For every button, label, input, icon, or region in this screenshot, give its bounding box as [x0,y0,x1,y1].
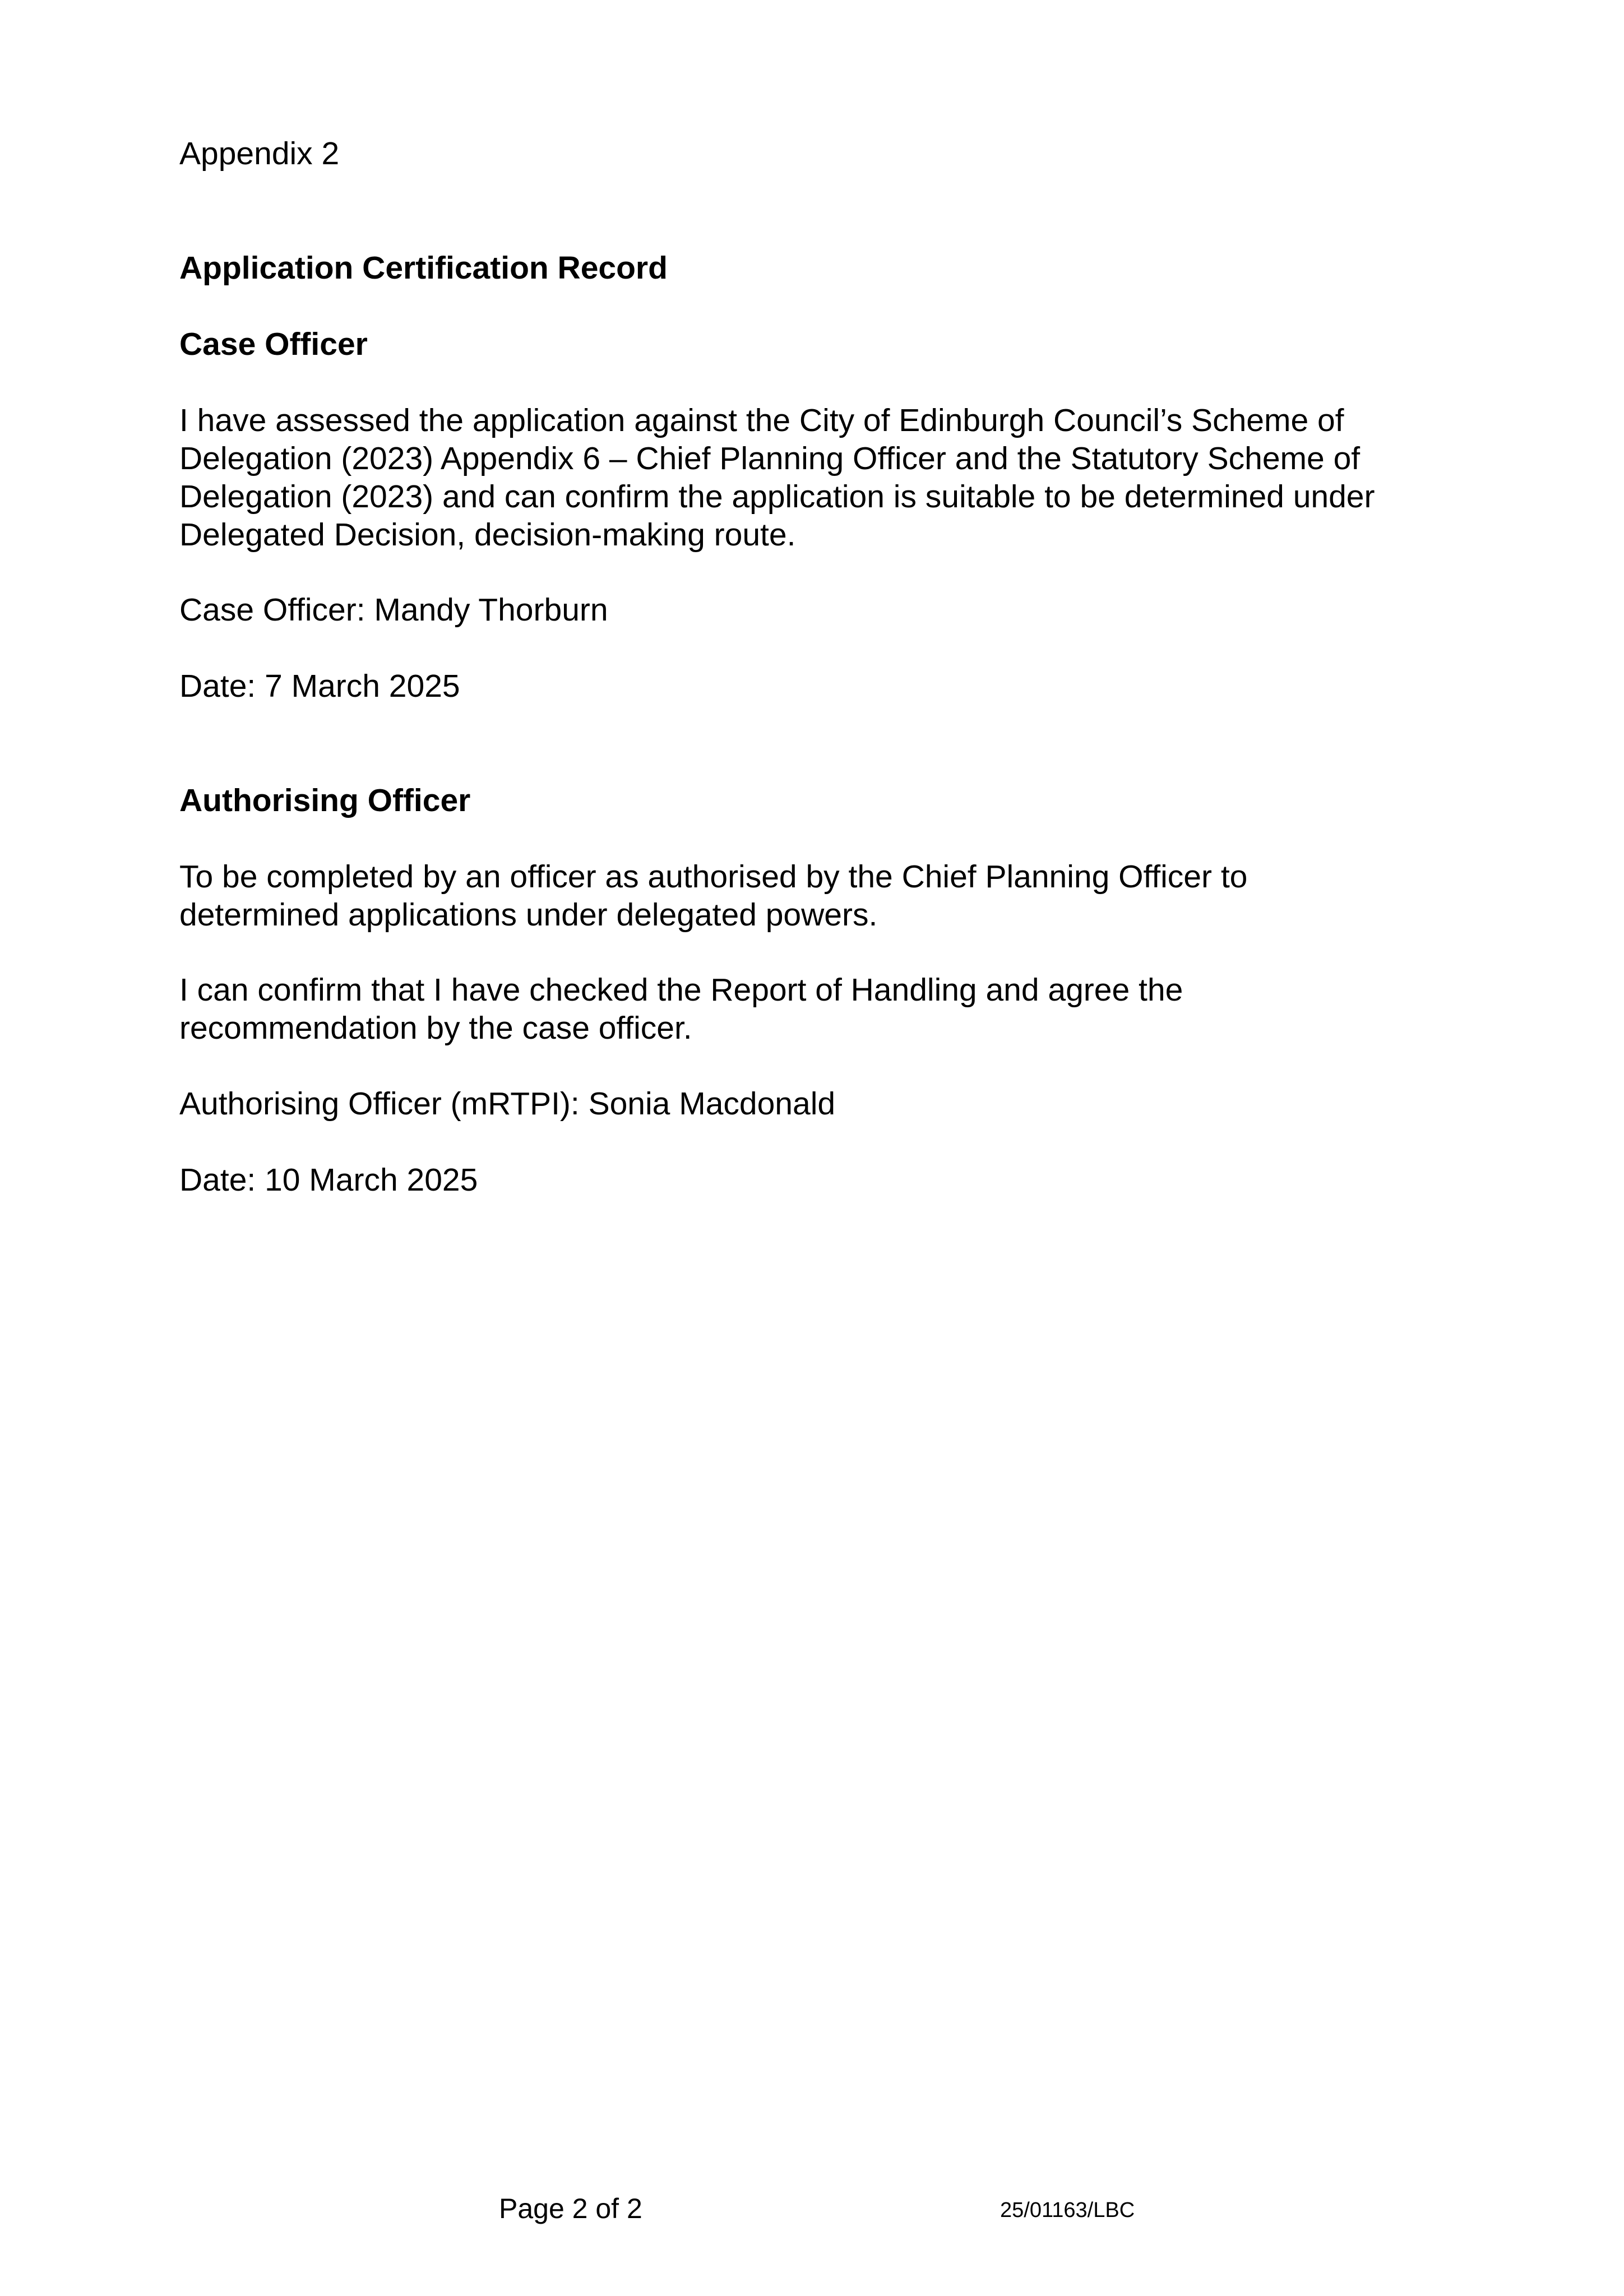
appendix-label: Appendix 2 [179,136,340,172]
authorising-confirm-line: recommendation by the case officer. [179,1010,692,1046]
authorising-intro-line: determined applications under delegated powers. [179,897,878,933]
case-officer-paragraph-line: Delegation (2023) and can confirm the application is suitable to be determined under [179,479,1375,515]
case-officer-paragraph [179,401,1469,554]
case-officer-date: Date: 7 March 2025 [179,668,460,704]
authorising-officer-date: Date: 10 March 2025 [179,1162,478,1198]
authorising-intro-paragraph [179,858,1469,934]
case-officer-paragraph-line: Delegation (2023) Appendix 6 – Chief Planning Officer and the Statutory Scheme of [179,441,1361,476]
authorising-intro-line: To be completed by an officer as authorised by the Chief Planning Officer to [179,859,1248,895]
authorising-officer-name: Authorising Officer (mRTPI): Sonia Macdonald [179,1086,836,1122]
authorising-confirm-line: I can confirm that I have checked the Report of Handling and agree the [179,972,1183,1008]
footer-page-number: Page 2 of 2 [499,2193,642,2224]
case-officer-paragraph-line: Delegated Decision, decision-making route. [179,517,796,553]
footer-reference: 25/01163/LBC [1000,2198,1135,2222]
case-officer-paragraph-line: I have assessed the application against the City of Edinburgh Council’s Scheme of [179,402,1344,438]
case-officer-name: Case Officer: Mandy Thorburn [179,592,608,628]
case-officer-heading: Case Officer [179,326,368,362]
record-title: Application Certification Record [179,250,668,286]
authorising-confirm-paragraph [179,971,1469,1047]
authorising-officer-heading: Authorising Officer [179,783,471,818]
